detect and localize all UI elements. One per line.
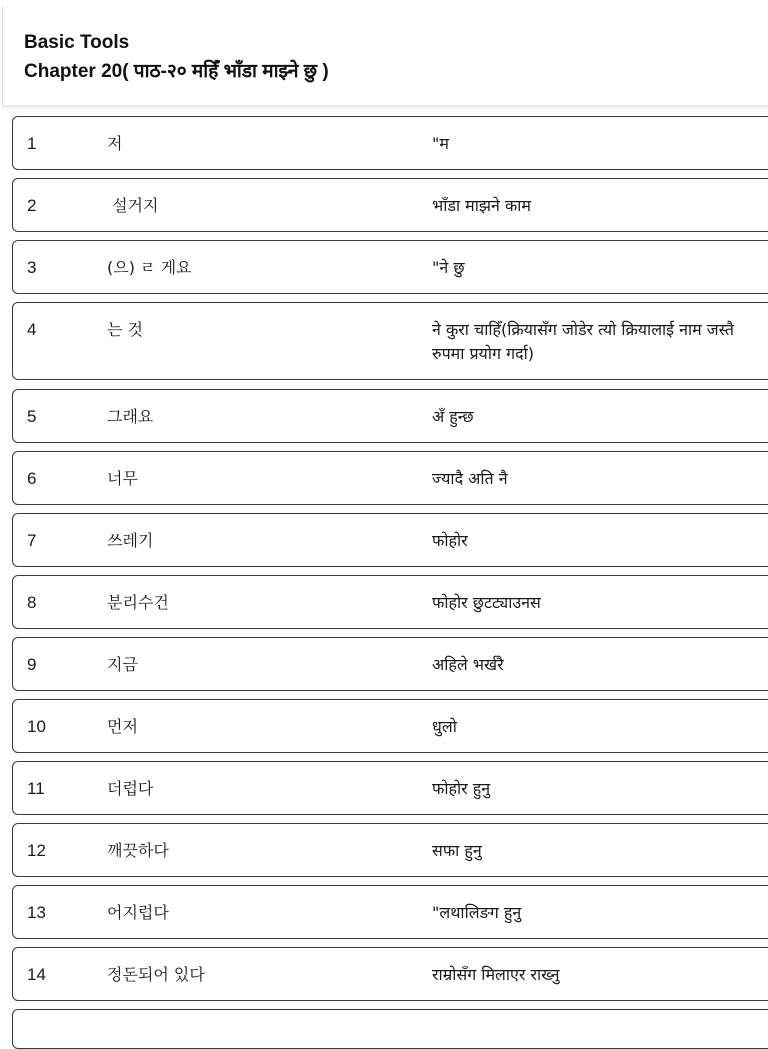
row-number: 13 [27,903,46,922]
korean-word: 설거지 [107,196,159,215]
row-number: 11 [27,779,45,798]
nepali-meaning: अहिले भर्खरै [432,655,504,674]
vocab-row-10[interactable] [12,699,768,753]
vocab-row-1[interactable] [12,116,768,170]
row-number: 5 [27,407,37,426]
nepali-meaning: सफा हुनु [432,841,482,860]
korean-word: 쓰레기 [107,531,154,550]
korean-word: 그래요 [107,407,154,426]
nepali-meaning: फोहोर छुटट्याउनस [432,593,541,612]
row-number: 2 [27,196,37,215]
vocab-row-7[interactable] [12,513,768,567]
nepali-meaning: ज्यादै अति नै [432,469,508,488]
korean-word: 어지럽다 [107,903,169,922]
vocab-row-11[interactable] [12,761,768,815]
vocab-row-9[interactable] [12,637,768,691]
korean-word: (으) ㄹ 게요 [107,258,192,277]
vocab-row-2[interactable] [12,178,768,232]
row-number: 10 [27,717,46,736]
vocab-row-5[interactable] [12,389,768,443]
korean-word: 저 [107,134,123,153]
row-number: 4 [27,320,37,339]
vocab-row-8[interactable] [12,575,768,629]
nepali-meaning: धुलो [432,717,457,736]
korean-word: 지금 [107,655,138,674]
korean-word: 더럽다 [107,779,154,798]
korean-word: 먼저 [107,717,138,736]
row-number: 8 [27,593,37,612]
chapter-subtitle: Chapter 20( पाठ-२० महिँ भाँडा माझ्ने छु ) [24,61,329,82]
vocab-row-6[interactable] [12,451,768,505]
nepali-meaning: फोहोर हुनु [432,779,491,798]
vocab-row-4[interactable] [12,302,768,380]
korean-word: 정돈되어 있다 [107,965,205,984]
nepali-meaning: ने कुरा चाहिँ(क्रियासँग जोडेर त्यो क्रियालाई नाम जस्तै रुपमा प्रयोग गर्दा) [432,320,735,363]
korean-word: 는 것 [107,320,143,339]
vocab-row-3[interactable] [12,240,768,294]
nepali-meaning: भाँडा माझने काम [432,196,531,215]
row-number: 1 [27,134,37,153]
vocab-row-12[interactable] [12,823,768,877]
row-number: 9 [27,655,37,674]
korean-word: 너무 [107,469,138,488]
nepali-meaning: फोहोर [432,531,468,550]
nepali-meaning: "म [432,134,449,153]
nepali-meaning: राम्रोसँग मिलाएर राख्नु [432,965,560,984]
row-number: 6 [27,469,37,488]
row-number: 7 [27,531,37,550]
vocab-row-13[interactable] [12,885,768,939]
nepali-meaning: "लथालिङग हुनु [432,903,522,922]
korean-word: 분리수건 [107,593,169,612]
row-number: 14 [27,965,46,984]
chapter-header [2,6,768,106]
vocab-row-14[interactable] [12,947,768,1001]
nepali-meaning: "ने छु [432,258,465,277]
row-number: 12 [27,841,46,860]
row-number: 3 [27,258,37,277]
page-title: Basic Tools [24,32,130,53]
nepali-meaning: अँ हुन्छ [432,407,474,426]
korean-word: 깨끗하다 [107,841,169,860]
vocab-row-partial[interactable] [12,1009,768,1049]
vocabulary-list [12,116,768,1049]
